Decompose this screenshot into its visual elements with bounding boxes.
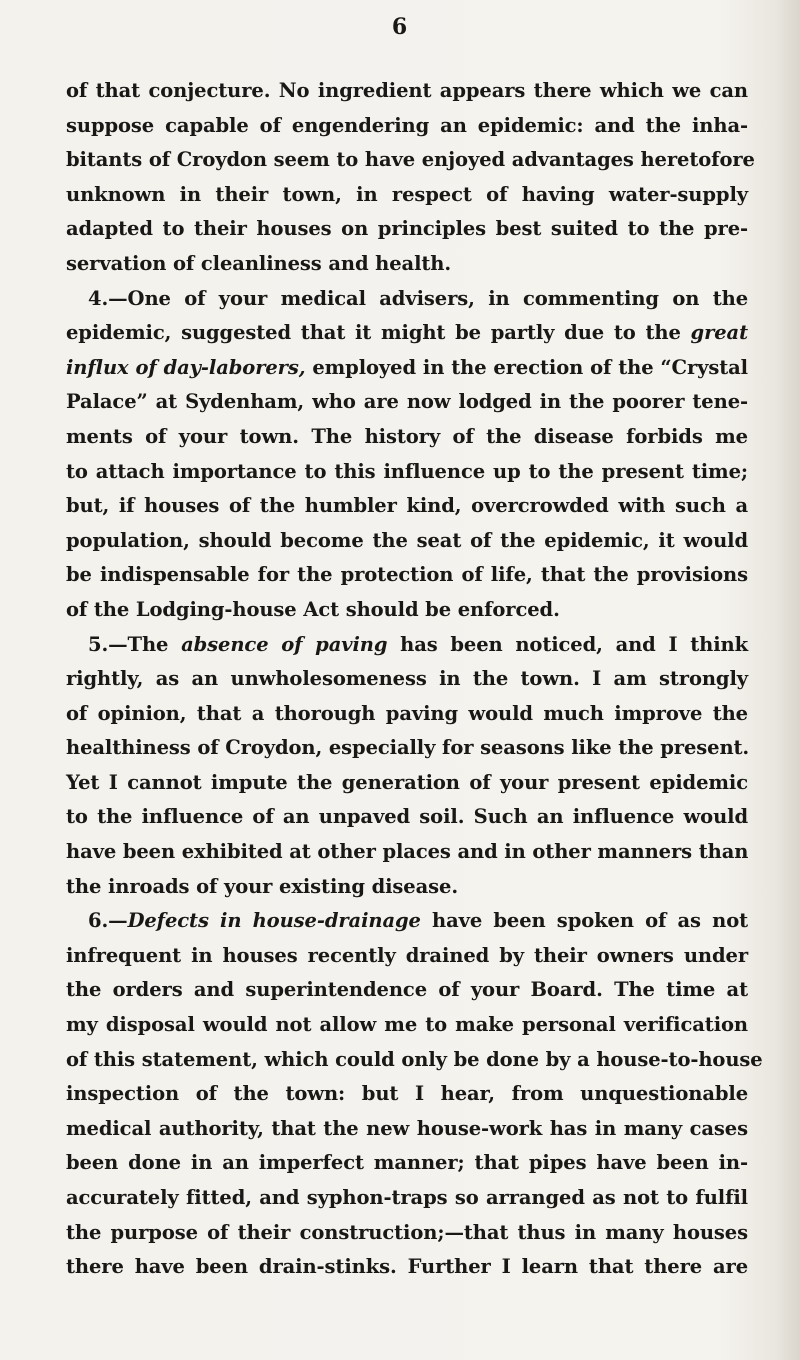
text-segment: but, if houses of the humbler kind, overcrowded with such a (66, 494, 748, 518)
body-text (66, 74, 763, 1285)
text-line (66, 662, 748, 697)
text-line (66, 1112, 748, 1147)
text-segment: of that conjecture. No ingredient appears there which we can (66, 79, 748, 102)
text-segment: of the Lodging-house Act should be enforced. (66, 597, 560, 621)
text-segment: Yet I cannot impute the generation of your present epidemic (66, 770, 748, 794)
text-segment: medical authority, that the new house-work has in many cases (66, 1116, 748, 1140)
text-segment: of opinion, that a thorough paving would much improve the (66, 701, 748, 725)
text-line (66, 212, 748, 247)
text-line (66, 282, 748, 317)
text-segment: unknown in their town, in respect of having water-supply (66, 182, 748, 206)
text-line (66, 766, 748, 801)
text-line (66, 178, 748, 213)
text-segment: servation of cleanliness and health. (66, 251, 452, 275)
text-line (66, 939, 748, 974)
page-number: 6 (391, 14, 409, 40)
text-segment: employed in the erection of the “Crystal (305, 355, 748, 379)
text-line (66, 385, 748, 420)
text-line (66, 1181, 748, 1216)
text-line (66, 593, 748, 628)
text-line (66, 74, 748, 109)
text-line (66, 870, 748, 905)
text-segment: be indispensable for the protection of life, that the provisions (66, 563, 748, 587)
text-segment: 6.— (88, 909, 128, 933)
text-segment: 5.—The (88, 632, 182, 656)
text-segment: rightly, as an unwholesomeness in the town. I am strongly (66, 667, 748, 691)
text-segment: accurately fitted, and syphon-traps so arranged as not to fulfil (66, 1186, 748, 1209)
text-segment: to the influence of an unpaved soil. Such an influence would (66, 805, 748, 829)
italic-text-segment: influx of day-laborers, (66, 355, 306, 379)
italic-text-segment: great (690, 321, 748, 345)
text-segment: to attach importance to this influence up to the present time; (66, 459, 748, 483)
text-segment: there have been drain-stinks. Further I learn that there are (66, 1255, 748, 1279)
text-segment: adapted to their houses on principles best suited to the pre- (66, 217, 748, 241)
text-line (66, 904, 748, 939)
text-line (66, 109, 748, 144)
text-line (66, 800, 748, 835)
text-segment: my disposal would not allow me to make personal verification (66, 1013, 748, 1037)
text-segment: bitants of Croydon seem to have enjoyed advantages heretofore (66, 148, 755, 172)
text-line (66, 628, 748, 663)
text-segment: Palace” at Sydenham, who are now lodged in the poorer tene- (66, 390, 748, 414)
text-line (66, 524, 748, 559)
text-segment: of this statement, which could only be done by a house-to-house (66, 1047, 763, 1071)
text-segment: the orders and superintendence of your Board. The time at (66, 978, 748, 1002)
text-segment: healthiness of Croydon, especially for seasons like the present. (66, 736, 750, 760)
text-line (66, 973, 748, 1008)
text-line (66, 351, 748, 386)
text-segment: 4.—One of your medical advisers, in commenting on the (88, 286, 748, 310)
text-segment: population, should become the seat of the epidemic, it would (66, 528, 748, 552)
text-segment: inspection of the town: but I hear, from unquestionable (66, 1082, 748, 1106)
italic-text-segment: absence of paving (181, 632, 388, 656)
text-segment: infrequent in houses recently drained by their owners under (66, 943, 748, 967)
italic-text-segment: Defects in house-drainage (127, 909, 421, 933)
text-segment: suppose capable of engendering an epidemic: and the inha- (66, 113, 748, 137)
text-segment: ments of your town. The history of the disease forbids me (66, 424, 748, 448)
text-line (66, 247, 748, 282)
text-line (66, 455, 748, 490)
text-line (66, 316, 748, 351)
text-segment: has been noticed, and I think (387, 632, 748, 656)
text-line (66, 1146, 748, 1181)
text-line (66, 1077, 748, 1112)
text-line (66, 489, 748, 524)
text-line (66, 1216, 748, 1251)
text-segment: have been exhibited at other places and in other manners than (66, 840, 749, 864)
text-segment: have been spoken of as not (420, 909, 749, 933)
text-line (66, 1008, 748, 1043)
text-line (66, 731, 748, 766)
text-line (66, 697, 748, 732)
text-line (66, 1043, 763, 1078)
text-line (66, 835, 748, 870)
text-line (66, 1250, 748, 1285)
text-segment: epidemic, suggested that it might be partly due to the (66, 321, 691, 345)
text-line (66, 420, 748, 455)
text-segment: the inroads of your existing disease. (66, 874, 459, 898)
text-segment: been done in an imperfect manner; that pipes have been in- (66, 1151, 748, 1175)
text-line (66, 558, 748, 593)
text-segment: the purpose of their construction;—that thus in many houses (66, 1220, 748, 1244)
text-line (66, 143, 755, 178)
